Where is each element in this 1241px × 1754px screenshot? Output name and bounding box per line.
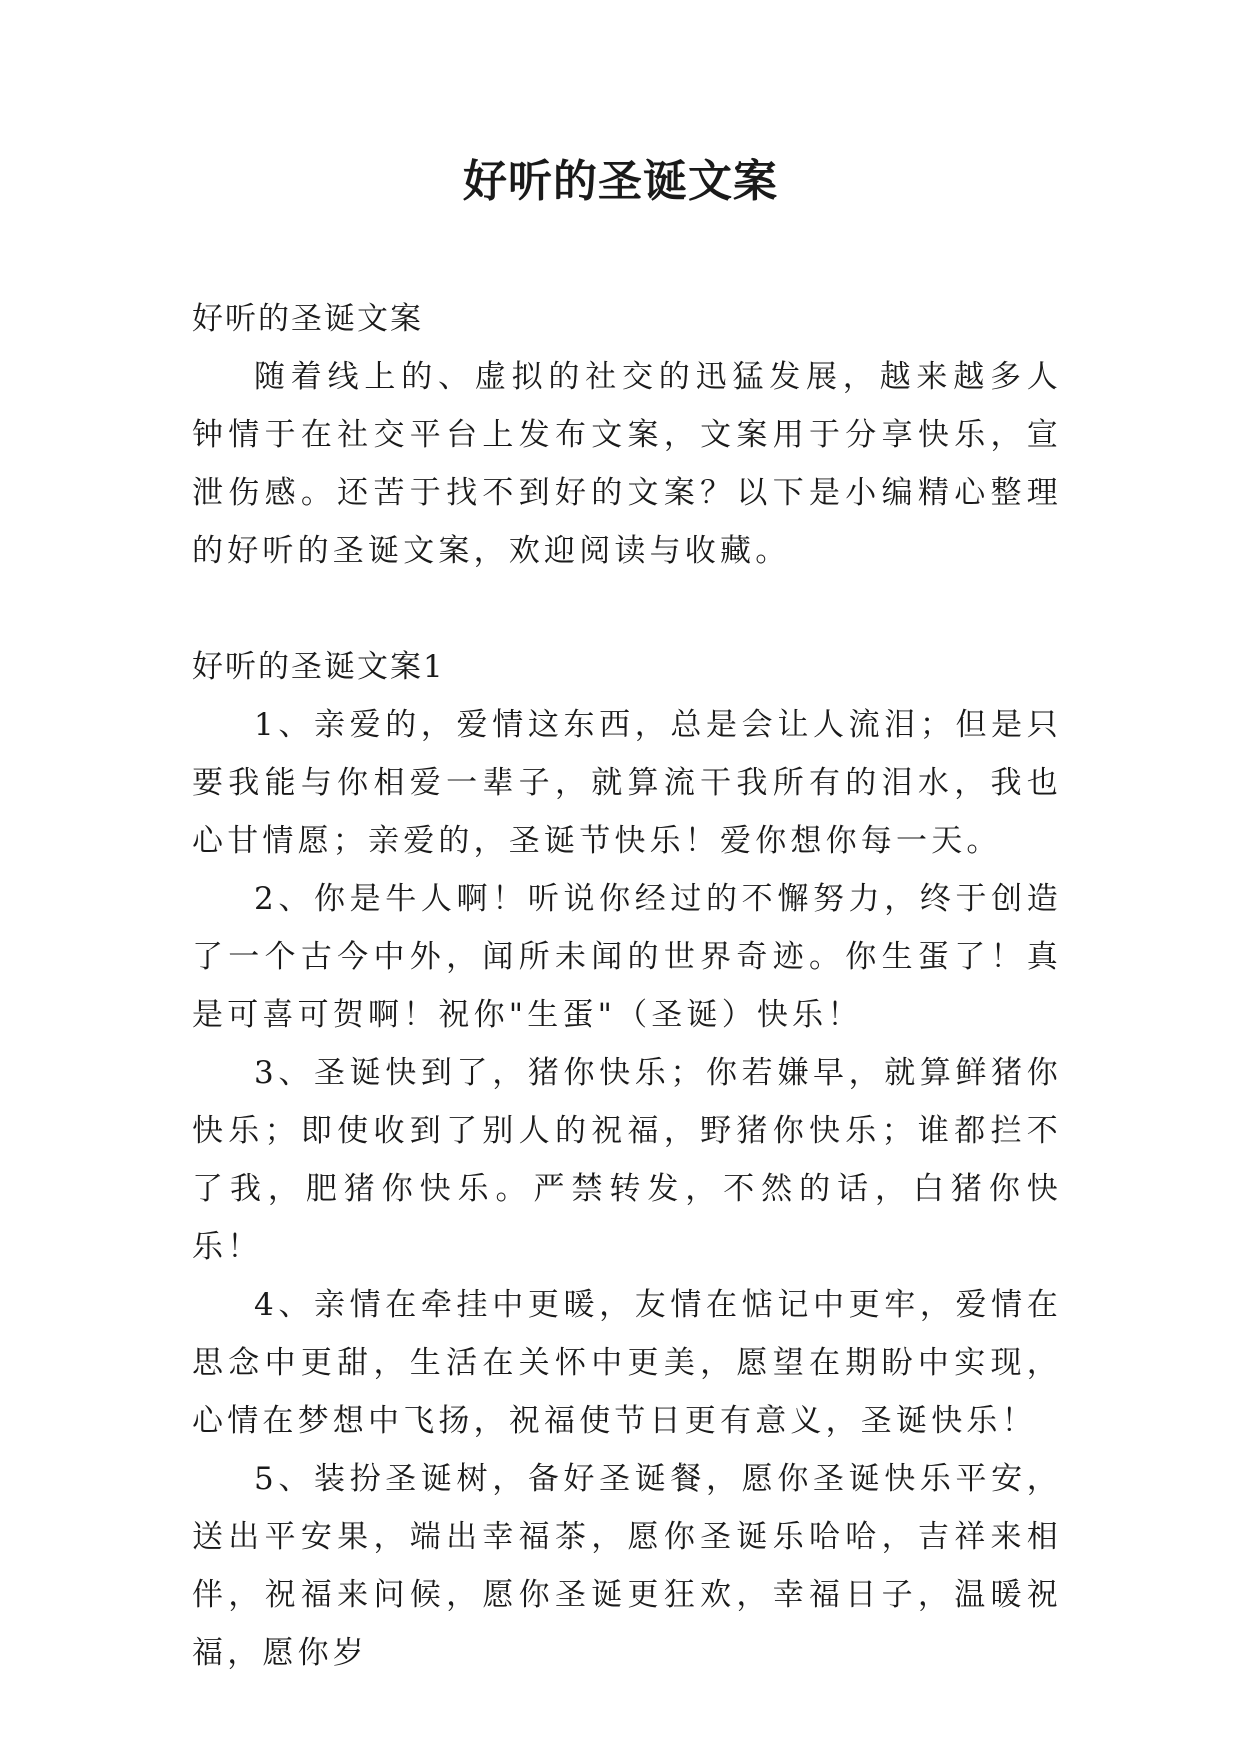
list-item: 1、亲爱的，爱情这东西，总是会让人流泪；但是只要我能与你相爱一辈子，就算流干我所有的泪水，我也心甘情愿；亲爱的，圣诞节快乐！爱你想你每一天。 [192, 707, 1062, 859]
document-subtitle: 好听的圣诞文案 [192, 301, 423, 337]
document-title: 好听的圣诞文案 [463, 156, 778, 207]
list-item: 5、装扮圣诞树，备好圣诞餐，愿你圣诞快乐平安，送出平安果，端出幸福茶，愿你圣诞乐哈哈，吉祥来相伴，祝福来问候，愿你圣诞更狂欢，幸福日子，温暖祝福，愿你岁 [192, 1461, 1062, 1671]
section-spacer [192, 580, 1062, 638]
intro-paragraph: 随着线上的、虚拟的社交的迅猛发展，越来越多人钟情于在社交平台上发布文案，文案用于分享快乐，宣泄伤感。还苦于找不到好的文案？以下是小编精心整理的好听的圣诞文案，欢迎阅读与收藏。 [192, 359, 1062, 569]
list-item: 4、亲情在牵挂中更暖，友情在惦记中更牢，爱情在思念中更甜，生活在关怀中更美，愿望在期盼中实现，心情在梦想中飞扬，祝福使节日更有意义，圣诞快乐！ [192, 1287, 1062, 1439]
document-body [192, 290, 1062, 1682]
section-heading: 好听的圣诞文案1 [192, 649, 445, 685]
list-item: 3、圣诞快到了，猪你快乐；你若嫌早，就算鲜猪你快乐；即使收到了别人的祝福，野猪你快乐；谁都拦不了我，肥猪你快乐。严禁转发，不然的话，白猪你快乐！ [192, 1055, 1062, 1265]
list-item: 2、你是牛人啊！听说你经过的不懈努力，终于创造了一个古今中外，闻所未闻的世界奇迹。你生蛋了！真是可喜可贺啊！祝你"生蛋"（圣诞）快乐！ [192, 881, 1062, 1033]
